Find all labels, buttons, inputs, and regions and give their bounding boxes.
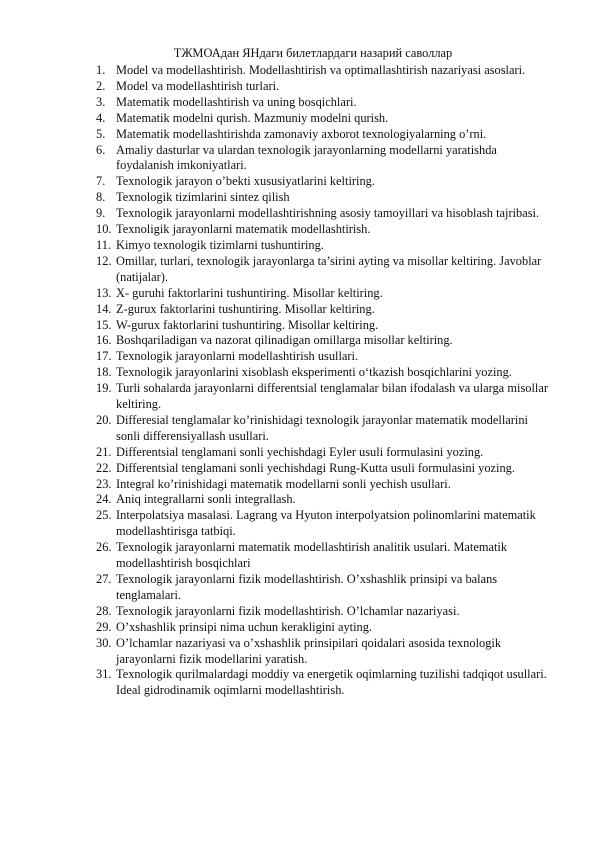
question-text: Texnoligik jarayonlarni matematik modellashtirish. — [116, 222, 371, 237]
question-number: 2. — [96, 78, 106, 93]
question-item — [96, 333, 548, 349]
question-text: Matematik modellashtirish va uning bosqichlari. — [116, 94, 357, 109]
question-number: 23. — [96, 476, 112, 491]
question-list — [96, 63, 548, 699]
question-number: 29. — [96, 619, 112, 634]
question-text: Texnologik jarayonlarni fizik modellashtirish. O’lchamlar nazariyasi. — [116, 603, 460, 618]
question-text: Turli sohalarda jarayonlarni differentsial tenglamalar bilan ifodalash va ularga misollar keltiring. — [116, 381, 548, 412]
question-number: 3. — [96, 94, 106, 109]
question-item — [96, 477, 548, 493]
question-item — [96, 95, 548, 111]
question-item — [96, 445, 548, 461]
question-text: Texnologik jarayon o’bekti xususiyatlarini keltiring. — [116, 174, 375, 189]
question-text: Texnologik jarayonlarni modellashtirish usullari. — [116, 349, 359, 364]
question-item — [96, 349, 548, 365]
question-text: O’lchamlar nazariyasi va o’xshashlik prinsipilari qoidalari asosida texnologik jarayonlarni fizik modellarini yaratish. — [116, 635, 502, 666]
question-item — [96, 79, 548, 95]
question-number: 28. — [96, 603, 112, 618]
question-item — [96, 667, 548, 699]
question-text: Texnologik jarayonlarni fizik modellashtirish. O’xshashlik prinsipi va balans tenglamalari. — [116, 572, 498, 602]
question-text: Texnologik jarayonlarni modellashtirishning asosiy tamoyillari va hisoblash tajribasi. — [116, 206, 540, 221]
question-number: 7. — [96, 174, 106, 189]
question-number: 24. — [96, 492, 112, 507]
question-text: O’xshashlik prinsipi nima uchun kerakligini ayting. — [116, 619, 373, 634]
question-text: Integral ko’rinishidagi matematik modellarni sonli yechish usullari. — [116, 476, 451, 491]
question-number: 15. — [96, 317, 112, 332]
question-number: 18. — [96, 365, 112, 380]
question-number: 30. — [96, 635, 112, 650]
question-item — [96, 222, 548, 238]
question-item — [96, 461, 548, 477]
question-item — [96, 572, 548, 604]
question-number: 9. — [96, 206, 106, 221]
question-item — [96, 143, 548, 175]
question-number: 25. — [96, 508, 112, 523]
question-number: 6. — [96, 142, 106, 157]
question-number: 16. — [96, 333, 112, 348]
question-number: 5. — [96, 126, 106, 141]
question-text: Model va modellashtirish. Modellashtirish va optimallashtirish nazariyasi asoslari. — [116, 63, 526, 77]
question-item — [96, 63, 548, 79]
question-number: 22. — [96, 460, 112, 475]
question-item — [96, 636, 548, 668]
question-text: Amaliy dasturlar va ulardan texnologik jarayonlarning modellarni yaratishda foydalanish imkoniyatlari. — [116, 142, 497, 173]
question-text: Differentsial tenglamani sonli yechishdagi Eyler usuli formulasini yozing. — [116, 444, 484, 459]
question-number: 8. — [96, 190, 106, 205]
question-text: Texnologik jarayonlarni matematik modellashtirish analitik usulari. Matematik modellashtirish bosqichlari — [116, 540, 508, 571]
question-text: Aniq integrallarni sonli integrallash. — [116, 492, 296, 507]
question-number: 1. — [96, 63, 106, 77]
question-number: 26. — [96, 540, 112, 555]
question-number: 4. — [96, 110, 106, 125]
question-text: Differesial tenglamalar ko’rinishidagi texnologik jarayonlar matematik modellarini sonli differensiyallash usullari. — [116, 412, 528, 443]
question-item — [96, 540, 548, 572]
question-item — [96, 508, 548, 540]
question-text: Texnologik qurilmalardagi moddiy va energetik oqimlarning tuzilishi tadqiqot usullari. Ideal gidrodinamik oqimlarni modellashtirish. — [116, 667, 547, 698]
question-number: 13. — [96, 285, 112, 300]
question-text: Kimyo texnologik tizimlarni tushuntiring. — [116, 237, 324, 252]
question-number: 27. — [96, 572, 112, 586]
question-number: 17. — [96, 349, 112, 364]
question-text: Matematik modelni qurish. Mazmuniy modelni qurish. — [116, 110, 389, 125]
question-text: Differentsial tenglamani sonli yechishdagi Rung-Kutta usuli formulasini yozing. — [116, 460, 515, 475]
question-text: Texnologik jarayonlarini xisoblash eksperimenti o‘tkazish bosqichlarini yozing. — [116, 365, 512, 380]
page-title: ТЖМОАдан ЯНдаги билетлардаги назарий саволлар — [173, 46, 453, 60]
question-number: 10. — [96, 222, 112, 237]
question-item — [96, 238, 548, 254]
question-item — [96, 318, 548, 334]
question-number: 31. — [96, 667, 112, 682]
question-item — [96, 413, 548, 445]
question-text: Omillar, turlari, texnologik jarayonlarga ta’sirini ayting va misollar keltiring. Javoblar (natijalar). — [116, 253, 542, 284]
question-text: Boshqariladigan va nazorat qilinadigan omillarga misollar keltiring. — [116, 333, 453, 348]
question-item — [96, 190, 548, 206]
question-text: Interpolatsiya masalasi. Lagrang va Hyuton interpolyatsion polinomlarini matematik modellashtirisga tatbiqi. — [116, 508, 536, 539]
question-item — [96, 254, 548, 286]
question-item — [96, 174, 548, 190]
question-item — [96, 620, 548, 636]
question-number: 20. — [96, 412, 112, 427]
question-text: X- guruhi faktorlarini tushuntiring. Misollar keltiring. — [116, 285, 383, 300]
question-item — [96, 365, 548, 381]
question-item — [96, 286, 548, 302]
question-text: Texnologik tizimlarini sintez qilish — [116, 190, 290, 205]
question-number: 21. — [96, 444, 112, 459]
question-item — [96, 492, 548, 508]
question-text: Z-gurux faktorlarini tushuntiring. Misollar keltiring. — [116, 301, 375, 316]
question-item — [96, 111, 548, 127]
question-number: 12. — [96, 253, 112, 268]
question-item — [96, 302, 548, 318]
question-number: 19. — [96, 381, 112, 396]
question-item — [96, 604, 548, 620]
question-item — [96, 127, 548, 143]
question-text: W-gurux faktorlarini tushuntiring. Misollar keltiring. — [116, 317, 379, 332]
question-item — [96, 206, 548, 222]
question-number: 14. — [96, 301, 112, 316]
question-text: Matematik modellashtirishda zamonaviy axborot texnologiyalarning o’rni. — [116, 126, 487, 141]
question-text: Model va modellashtirish turlari. — [116, 78, 280, 93]
question-number: 11. — [96, 237, 112, 252]
question-item — [96, 381, 548, 413]
